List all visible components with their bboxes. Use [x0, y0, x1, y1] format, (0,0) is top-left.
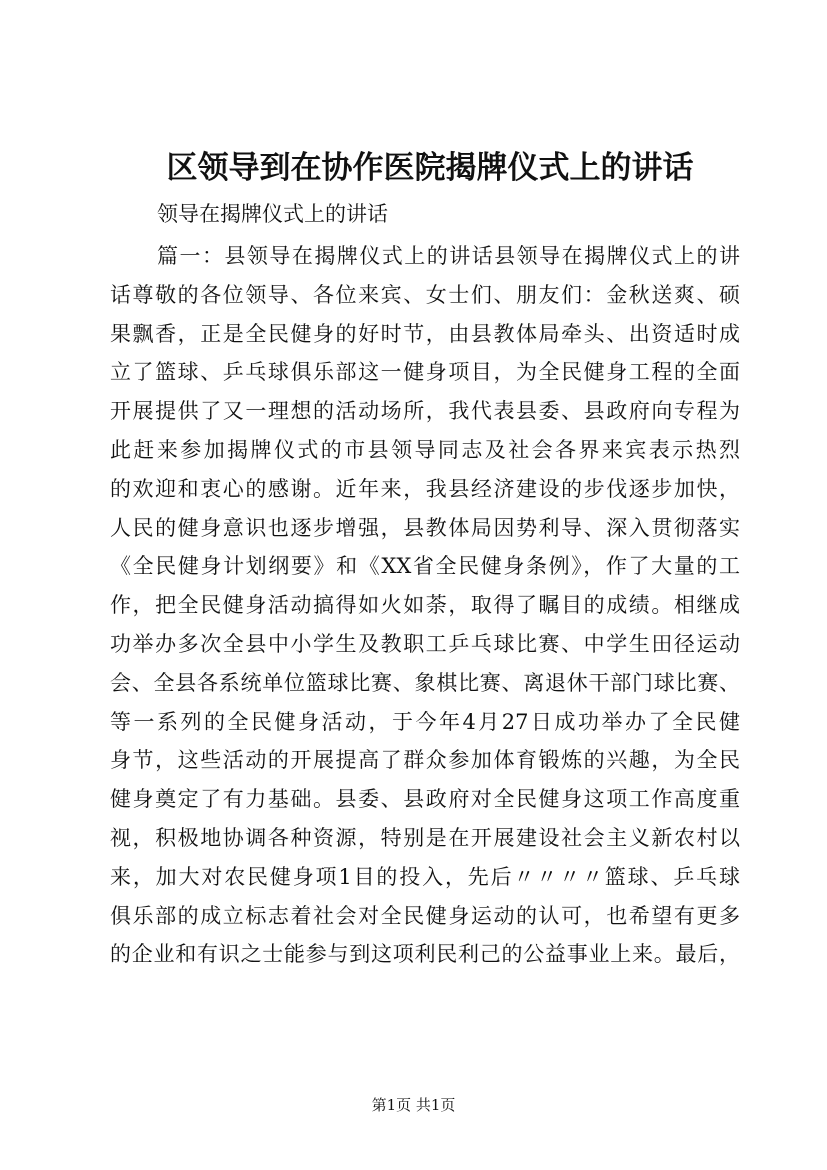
body-line: 等一系列的全民健身活动，于今年4月27日成功举办了全民健 — [110, 709, 740, 734]
body-line: 功举办多次全县中小学生及教职工乒乓球比赛、中学生田径运动 — [110, 631, 740, 656]
body-line: 立了篮球、乒乓球俱乐部这一健身项目，为全民健身工程的全面 — [110, 360, 740, 385]
body-line: 的企业和有识之士能参与到这项利民利己的公益事业上来。最后， — [110, 942, 740, 967]
page-footer: 第1页 共1页 — [371, 1096, 456, 1114]
body-paragraph — [110, 237, 740, 974]
body-line: 《全民健身计划纲要》和《XX省全民健身条例》，作了大量的工 — [110, 554, 740, 579]
body-line: 开展提供了又一理想的活动场所，我代表县委、县政府向专程为 — [110, 399, 740, 424]
body-line: 话尊敬的各位领导、各位来宾、女士们、朋友们：金秋送爽、硕 — [110, 282, 740, 307]
page-title: 区领导到在协作医院揭牌仪式上的讲话 — [166, 150, 694, 186]
body-line: 健身奠定了有力基础。县委、县政府对全民健身这项工作高度重 — [110, 787, 740, 812]
body-line: 身节，这些活动的开展提高了群众参加体育锻炼的兴趣，为全民 — [110, 748, 740, 773]
body-line: 视，积极地协调各种资源，特别是在开展建设社会主义新农村以 — [110, 825, 740, 850]
page-subtitle: 领导在揭牌仪式上的讲话 — [157, 202, 388, 226]
body-line: 果飘香，正是全民健身的好时节，由县教体局牵头、出资适时成 — [110, 321, 740, 346]
body-line: 人民的健身意识也逐步增强，县教体局因势利导、深入贯彻落实 — [110, 515, 740, 540]
body-line: 的欢迎和衷心的感谢。近年来，我县经济建设的步伐逐步加快， — [110, 476, 740, 501]
body-line: 来，加大对农民健身项1目的投入，先后〃〃〃〃篮球、乒乓球 — [110, 864, 740, 889]
body-line: 篇一：县领导在揭牌仪式上的讲话县领导在揭牌仪式上的讲 — [157, 244, 740, 268]
body-line: 俱乐部的成立标志着社会对全民健身运动的认可，也希望有更多 — [110, 903, 740, 928]
body-line: 此赶来参加揭牌仪式的市县领导同志及社会各界来宾表示热烈 — [110, 437, 740, 462]
body-line: 会、全县各系统单位篮球比赛、象棋比赛、离退休干部门球比赛、 — [110, 670, 740, 695]
body-line: 作，把全民健身活动搞得如火如荼，取得了瞩目的成绩。相继成 — [110, 593, 740, 618]
